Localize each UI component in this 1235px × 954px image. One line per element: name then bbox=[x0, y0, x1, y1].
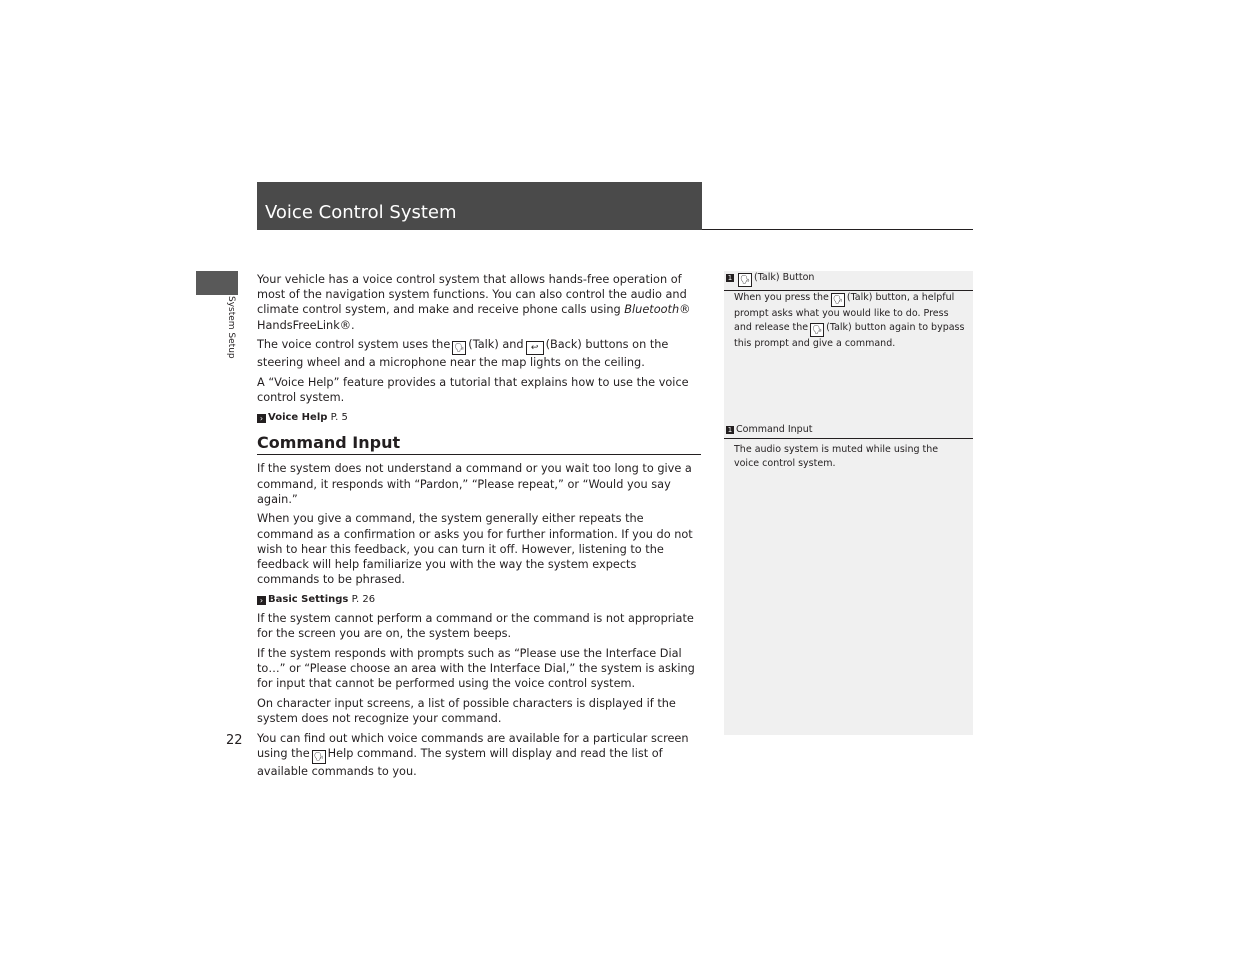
intro-paragraph-1: Your vehicle has a voice control system that allows hands-free operation of most of the navigation system functions. You can also control the audio and climate control system, and make and receive phone calls using Bluetooth® HandsFreeLink®. bbox=[257, 273, 691, 332]
arrow-icon: › bbox=[257, 414, 266, 423]
intro-paragraph-2: The voice control system uses the 🗣 (Talk) and ↩ (Back) buttons on the steering wheel and a microphone near the map lights on the ceiling. bbox=[257, 338, 669, 370]
command-paragraph-2: When you give a command, the system generally either repeats the command as a confirmation or asks you for further information. If you do not wish to hear this feedback, you can turn it off. However, listening to the feedback will help familiarize you with the way the system expects commands to be phrased. bbox=[257, 512, 693, 587]
arrow-icon: › bbox=[257, 596, 266, 605]
command-paragraph-5: On character input screens, a list of possible characters is displayed if the system does not recognize your command. bbox=[257, 697, 676, 726]
note-talk-button-heading: 1 🗣 (Talk) Button bbox=[724, 272, 973, 291]
basic-settings-link[interactable]: › Basic Settings P. 26 bbox=[257, 592, 701, 607]
note-talk-button-body: When you press the 🗣 (Talk) button, a helpful prompt asks what you would like to do. Press and release the 🗣 (Talk) button again to bypass this prompt and give a command. bbox=[734, 292, 965, 349]
page-number: 22 bbox=[226, 733, 243, 748]
note-command-input-body: The audio system is muted while using the voice control system. bbox=[734, 444, 939, 469]
intro-paragraph-3: A “Voice Help” feature provides a tutorial that explains how to use the voice control system. bbox=[257, 376, 689, 405]
back-icon: ↩ bbox=[526, 341, 544, 355]
command-paragraph-1: If the system does not understand a command or you wait too long to give a command, it responds with “Pardon,” “Please repeat,” or “Would you say again.” bbox=[257, 462, 692, 506]
talk-icon: 🗣 bbox=[312, 750, 326, 764]
chapter-tab-label: System Setup bbox=[226, 296, 236, 359]
notes-sidebar bbox=[724, 271, 973, 735]
title-divider bbox=[702, 229, 973, 230]
note-command-input-heading: 1 Command Input bbox=[724, 424, 973, 439]
voice-help-link[interactable]: › Voice Help P. 5 bbox=[257, 410, 701, 425]
note-marker-icon: 1 bbox=[727, 274, 733, 282]
page-title: Voice Control System bbox=[265, 202, 457, 223]
section-title-bar bbox=[257, 182, 702, 230]
note-marker-icon: 1 bbox=[727, 426, 733, 434]
command-paragraph-3: If the system cannot perform a command or the command is not appropriate for the screen you are on, the system beeps. bbox=[257, 612, 694, 641]
talk-icon: 🗣 bbox=[810, 323, 824, 337]
command-paragraph-4: If the system responds with prompts such as “Please use the Interface Dial to…” or “Please choose an area with the Interface Dial,” the system is asking for input that cannot be performed using the voice control system. bbox=[257, 647, 695, 691]
talk-icon: 🗣 bbox=[738, 273, 752, 287]
command-input-heading: Command Input bbox=[257, 435, 701, 455]
chapter-tab bbox=[196, 271, 238, 295]
command-paragraph-6: You can find out which voice commands are available for a particular screen using the 🗣 Help command. The system will display and read the list of available commands to you. bbox=[257, 732, 689, 779]
talk-icon: 🗣 bbox=[452, 341, 466, 355]
talk-icon: 🗣 bbox=[831, 293, 845, 307]
main-column bbox=[257, 272, 701, 784]
